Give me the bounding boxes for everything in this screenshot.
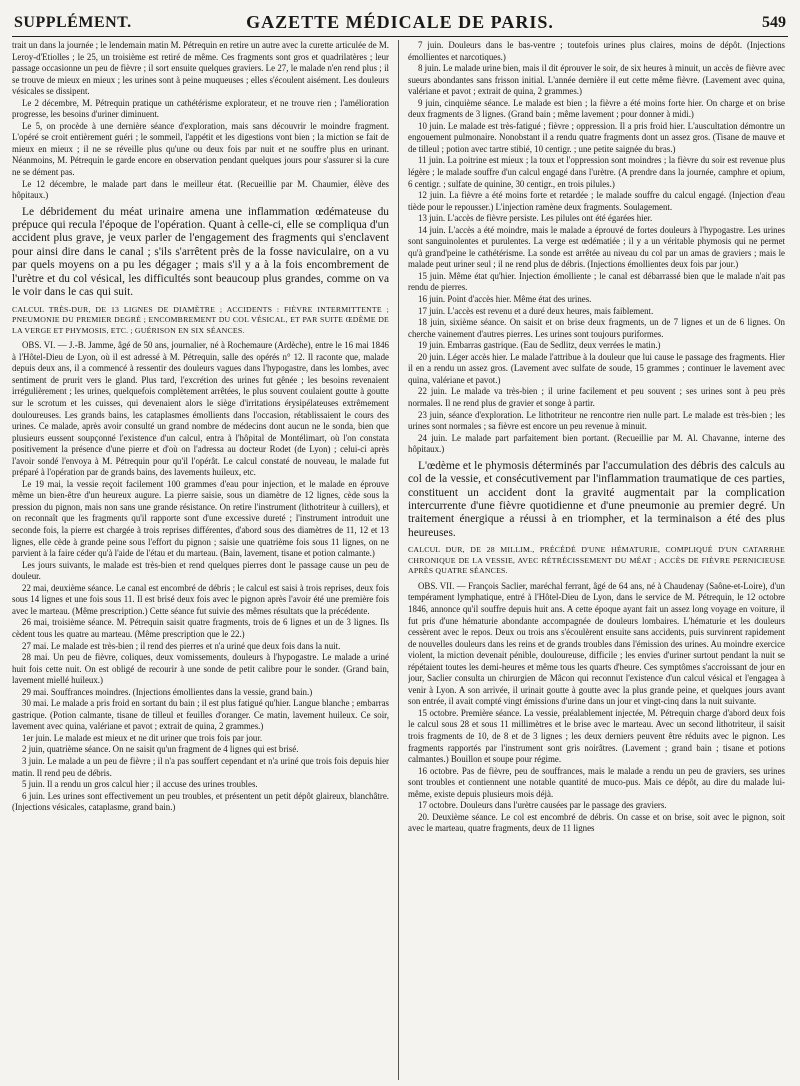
paragraph: 20 juin. Léger accès hier. Le malade l'attribue à la douleur que lui cause le passage des fragments. Hier il en a rendu un assez gros. (Lavement avec sulfate de soude, 15 grammes ; continuer le lavement avec quina, valériane et pavot.)	[408, 351, 785, 385]
paragraph: 11 juin. La poitrine est mieux ; la toux et l'oppression sont moindres ; la fièvre du soir est revenue plus légère ; le malade souffre d'un calcul engagé dans l'urètre. (A prendre dans la journée, camphre et opium, 6 centigr. ; sulfate de quinine, 30 centigr., en trois pilules.)	[408, 155, 785, 189]
right-column	[408, 40, 785, 1082]
paragraph: 15 octobre. Première séance. La vessie, préalablement injectée, M. Pétrequin charge d'abord deux fois le calcul sous 28 et sous 11 millimètres et le brise avec le marteau. Avec un second lithotriteur, il saisit trois fragments de 10, de 8 et de 3 lignes ; les deux derniers peuvent être réduits avec le pignon. Les fragments rapportés par l'instrument sont gris noirâtres. (Lavement ; grand bain ; tisane et potions calmantes.) Bouillon et soupe pour régime.	[408, 707, 785, 765]
paragraph: Le 12 décembre, le malade part dans le meilleur état. (Recueillie par M. Chaumier, élève des hôpitaux.)	[12, 178, 389, 201]
paragraph: Le 5, on procède à une dernière séance d'exploration, mais sans découvrir le moindre fragment. L'opéré se croit entièrement guéri ; le sommeil, l'appétit et les digestions vont bien ; la miction se fait de mieux en mieux ; il ne se réveille plus qu'une ou deux fois par nuit et ne souffre plus en urinant. Néanmoins, M. Pétrequin le garde encore en observation pendant quelques jours pour s'assurer si la cure ne se dément pas.	[12, 120, 389, 178]
paragraph: 29 mai. Souffrances moindres. (Injections émollientes dans la vessie, grand bain.)	[22, 686, 313, 697]
page-number: 549	[762, 14, 786, 31]
paragraph: 1er juin. Le malade est mieux et ne dit uriner que trois fois par jour.	[22, 732, 263, 743]
paragraph: 17 juin. L'accès est revenu et a duré deux heures, mais faiblement.	[418, 305, 654, 316]
paragraph: 28 mai. Un peu de fièvre, coliques, deux vomissements, douleurs à l'hypogastre. Le malade a uriné huit fois cette nuit. On est obligé de recourir à une sonde de petit calibre pour le sonder. (Grand bain, lavement miellé huileux.)	[12, 652, 389, 686]
paragraph: 24 juin. Le malade part parfaitement bien portant. (Recueillie par M. Al. Chavanne, interne des hôpitaux.)	[408, 432, 785, 455]
paragraph: 22 juin. Le malade va très-bien ; il urine facilement et peu souvent ; ses urines sont à peu près normales. Il ne rend plus de gravier et songe à partir.	[408, 386, 785, 408]
paragraph: 8 juin. Le malade urine bien, mais il dit éprouver le soir, de six heures à minuit, un accès de fièvre avec sueurs abondantes sans frisson initial. L'année dernière il eut cette même fièvre. (Lavement avec quina, valériane et pavot ; extrait de quina, 2 grammes.)	[408, 63, 785, 97]
left-column	[12, 40, 389, 1082]
paragraph: 20. Deuxième séance. Le col est encombré de débris. On casse et on brise, soit avec le pignon, soit avec le marteau, quatre fragments, deux de 11 lignes	[408, 811, 785, 834]
paragraph: 16 juin. Point d'accès hier. Même état des urines.	[418, 294, 592, 305]
paragraph: 16 octobre. Pas de fièvre, peu de souffrances, mais le malade a rendu un peu de graviers, ses urines sont troubles et contiennent une notable quantité de muco-pus. Mais ce dépôt, au dire du malade lui-même, existe depuis plusieurs mois déjà.	[408, 765, 785, 799]
paragraph: 15 juin. Même état qu'hier. Injection émolliente ; le canal est débarrassé bien que le malade n'ait pas rendu de pierres.	[408, 270, 785, 293]
paragraph: 12 juin. La fièvre a été moins forte et retardée ; le malade souffre du calcul engagé. (Injection d'eau tiède pour le repousser.) L'injection ramène deux fragments. Soulagement.	[408, 190, 785, 212]
paragraph: 17 octobre. Douleurs dans l'urètre causées par le passage des graviers.	[418, 800, 667, 811]
commentary-paragraph: L'œdème et le phymosis déterminés par l'accumulation des débris des calculs au col de la vessie, et consécutivement par l'inflammation traumatique de ces parties, constituent un accident dont la gravité augmentait par la complication intercurrente d'une fièvre quotidienne et d'une pneumonie au premier degré. Un traitement énergique a réussi à en triompher, et la terminaison a été des plus heureuses.	[408, 459, 785, 539]
paragraph: 27 mai. Le malade est très-bien ; il rend des pierres et n'a uriné que deux fois dans la nuit.	[22, 640, 341, 651]
observation-paragraph: OBS. VII. — François Saclier, maréchal ferrant, âgé de 64 ans, né à Chaudenay (Saône-et-Loire), d'un tempérament lymphatique, entré à l'Hôtel-Dieu de Lyon, dans le service de M. Pétrequin, le 12 octobre 1846, annonce qu'il souffre depuis huit ans. A cette époque ayant fait un assez long voyage en voiture, il fut pris d'une hématurie abondante accompagnée de douleurs lombaires. L'hématurie et les douleurs cessèrent avec le repos. Deux ou trois ans s'écoulèrent ensuite sans accidents, puis survinrent rapidement de nouvelles douleurs dans les reins et de grands troubles dans l'émission des urines. Au moindre exercice violent, la miction devenait pénible, douloureuse, difficile ; les envies d'uriner surtout pendant la nuit se répétaient toutes les demi-heures et même tous les quarts d'heure. Ces symptômes s'accroissant de jour en jour, Saclier consulta un chirurgien de Mâcon qui reconnut l'existence d'un calcul vésical et l'engagea à venir à Lyon. A son arrivée, il urinait goutte à goutte avec la plus grande peine, et quelques jours avant son entrée, il avait compté vingt émissions d'urine dans un jour et vingt-cinq dans la nuit suivante.	[408, 580, 785, 707]
page-header	[14, 10, 786, 36]
paragraph: 22 mai, deuxième séance. Le canal est encombré de débris ; le calcul est saisi à trois reprises, deux fois sous 14 lignes et une fois sous 11. Il est brisé deux fois avec le pignon après l'avoir été une première fois avec le marteau. (Même prescription.) Cette séance fut suivie des mêmes résultats que la précédente.	[12, 582, 389, 616]
paragraph: Les jours suivants, le malade est très-bien et rend quelques pierres dont le passage cause un peu de douleur.	[12, 559, 389, 582]
commentary-paragraph: Le débridement du méat urinaire amena une inflammation œdémateuse du prépuce qui recula l'époque de l'opération. Quant à celle-ci, elle se compliqua d'un accident plus grave, je veux parler de l'engagement des fragments qui s'enclavent pour ainsi dire dans le canal ; s'ils s'arrêtent près de la fosse naviculaire, on a vu par quels moyens on a pu les dégager ; mais s'il y a à la fois encombrement de l'urètre et du col vésical, les difficultés sont beaucoup plus grandes, comme on va le voir dans le cas qui suit.	[12, 205, 389, 299]
paragraph: 26 mai, troisième séance. M. Pétrequin saisit quatre fragments, trois de 6 lignes et un de 3 lignes. Ils cèdent tous les quatre au marteau. (Même prescription que le 22.)	[12, 617, 389, 639]
paragraph: Le 19 mai, la vessie reçoit facilement 100 grammes d'eau pour injection, et le malade en éprouve même un bien-être d'un heureux augure. La pierre saisie, sous un diamètre de 12 lignes, cède sous la pression du pignon, mais non sans une grande résistance. On retire l'instrument (lithotriteur à cuillers), et on reconnaît que les fragments qu'il rapporte sont d'une excessive dureté ; l'instrument introduit une seconde fois, la pierre est chargée à trois reprises différentes, d'abord sous des diamètres de 11, 12 et 13 lignes, elle cède à grande peine sous l'effort du pignon ; saisie une quatrième fois sous 11 lignes, on ne parvient à la faire céder qu'à l'aide de l'étau et du marteau. (Bain, lavement, tisane et potion calmante.)	[12, 478, 389, 559]
paragraph: 10 juin. Le malade est très-fatigué ; fièvre ; oppression. Il a pris froid hier. L'auscultation démontre un engouement pulmonaire. Nonobstant il a rendu quatre fragments dont un assez gros. (Tisane de mauve et de tilleul ; potion avec tartre stibié, 10 centigr. ; une petite saignée du bras.)	[408, 120, 785, 154]
case-heading: CALCUL TRÈS-DUR, DE 13 LIGNES DE DIAMÈTRE ; ACCIDENTS : FIÈVRE INTERMITTENTE ; PNEUMONIE DU PREMIER DEGRÉ ; ENCOMBREMENT DU COL VÉSICAL, ET PAR SUITE ŒDÈME DE LA VERGE ET PHYMOSIS, ETC. ; GUÉRISON EN SIX SÉANCES.	[12, 304, 389, 335]
paragraph: 19 juin. Embarras gastrique. (Eau de Sedlitz, deux verrées le matin.)	[418, 340, 661, 351]
header-supplement: SUPPLÉMENT.	[14, 14, 132, 31]
column-separator	[398, 40, 399, 1080]
paragraph: 30 mai. Le malade a pris froid en sortant du bain ; il est plus fatigué qu'hier. Langue blanche ; embarras gastrique. (Potion calmante, tisane de tilleul et feuilles d'oranger. Ce matin, lavement huileux. Ce soir, lavement avec quina, valériane et pavot ; extrait de quina, 2 grammes.)	[12, 698, 389, 732]
paragraph: 2 juin, quatrième séance. On ne saisit qu'un fragment de 4 lignes qui est brisé.	[22, 744, 299, 755]
paragraph: 14 juin. L'accès a été moindre, mais le malade a éprouvé de fortes douleurs à l'hypogastre. Les urines sont sanguinolentes et purulentes. La verge est œdématiée ; il y a un véritable phymosis qui ne permet qu'à grand'peine le cathétérisme. La sonde est arrêtée au niveau du col par un amas de graviers ; mais le malade peut uriner seul ; il ne rend plus de débris. (Injections émollientes deux fois par jour.)	[408, 224, 785, 270]
paragraph: 6 juin. Les urines sont effectivement un peu troubles, et présentent un petit dépôt glaireux, blanchâtre. (Injections vésicales, cataplasme, grand bain.)	[12, 790, 389, 813]
paragraph: 18 juin, sixième séance. On saisit et on brise deux fragments, un de 7 lignes et un de 6 lignes. On cherche vainement d'autres pierres. Les urines sont toujours puriformes.	[408, 317, 785, 339]
observation-paragraph: OBS. VI. — J.-B. Jamme, âgé de 50 ans, journalier, né à Rochemaure (Ardèche), entre le 16 mai 1846 à l'Hôtel-Dieu de Lyon, où il est adressé à M. Pétrequin, salle des opérés n° 12. Il raconte que, malade depuis deux ans, il a commencé à ressentir des douleurs vagues dans l'hypogastre, dans les lombes, avec sentiment de prurit vers le gland. Plus tard, l'excrétion des urines fut gênée ; les besoins revenaient irrégulièrement ; les urines, quelquefois complètement arrêtées, le plus souvent coulaient goutte à goutte sur le scrotum et les cuisses, qui devenaient alors le siège d'irritations érysipélateuses extrêmement douloureuses. Les grands bains, les cataplasmes émollients dans l'occasion, rétablissaient le cours des urines. Ce malade, après avoir consulté un grand nombre de médecins dont aucun ne le sonda, bien que plusieurs eussent soupçonné l'existence d'un calcul, entra à l'hôpital de Montélimart, où l'on constata positivement la présence d'une pierre et d'où on l'adressa au docteur Rodet (de Lyon) ; celui-ci après l'avoir sondé l'envoya à M. Pétrequin pour qu'il l'opérât. Le calcul constaté de nouveau, le malade fut préparé à l'opération par de grands bains, des lavements huileux, etc.	[12, 340, 389, 478]
paragraph: 13 juin. L'accès de fièvre persiste. Les pilules ont été égarées hier.	[418, 213, 653, 224]
paragraph: trait un dans la journée ; le lendemain matin M. Pétrequin en retire un autre avec la curette articulée de M. Leroy-d'Etiolles ; le 25, un troisième est retiré de même. Ces fragments sont gros et quadrilatères ; leur passage occasionne un peu de fièvre ; il sort ensuite quelques graviers. Le 27, le malade n'en rend plus ; il se trouve de mieux en mieux ; les urines sont à peine muqueuses ; elles s'écoulent aisément. Les douleurs vésicales se dissipent.	[12, 40, 389, 97]
paragraph: Le 2 décembre, M. Pétrequin pratique un cathétérisme explorateur, et ne trouve rien ; l'amélioration progresse, les besoins d'uriner diminuent.	[12, 97, 389, 120]
paragraph: 5 juin. Il a rendu un gros calcul hier ; il accuse des urines troubles.	[22, 779, 258, 790]
paragraph: 9 juin, cinquième séance. Le malade est bien ; la fièvre a été moins forte hier. On charge et on brise deux fragments de 3 lignes. (Grand bain ; même lavement ; pour donner à midi.)	[408, 97, 785, 120]
paragraph: 7 juin. Douleurs dans le bas-ventre ; toutefois urines plus claires, moins de dépôt. (Injections émollientes et narcotiques.)	[408, 40, 785, 62]
header-rule	[12, 36, 788, 37]
case-heading: CALCUL DUR, DE 28 MILLIM., PRÉCÉDÉ D'UNE HÉMATURIE, COMPLIQUÉ D'UN CATARRHE CHRONIQUE DE LA VESSIE, AVEC RÉTRÉCISSEMENT DU MÉAT ; ACCÈS DE FIÈVRE PERNICIEUSE APRÈS QUATRE SÉANCES.	[408, 545, 785, 576]
paragraph: 3 juin. Le malade a un peu de fièvre ; il n'a pas souffert cependant et n'a uriné que trois fois depuis hier matin. Il rend peu de débris.	[12, 755, 389, 778]
header-title: GAZETTE MÉDICALE DE PARIS.	[246, 12, 554, 32]
paragraph: 23 juin, séance d'exploration. Le lithotriteur ne rencontre rien nulle part. Le malade est très-bien ; les urines sont normales ; sa fièvre est encore un peu revenue à minuit.	[408, 409, 785, 432]
